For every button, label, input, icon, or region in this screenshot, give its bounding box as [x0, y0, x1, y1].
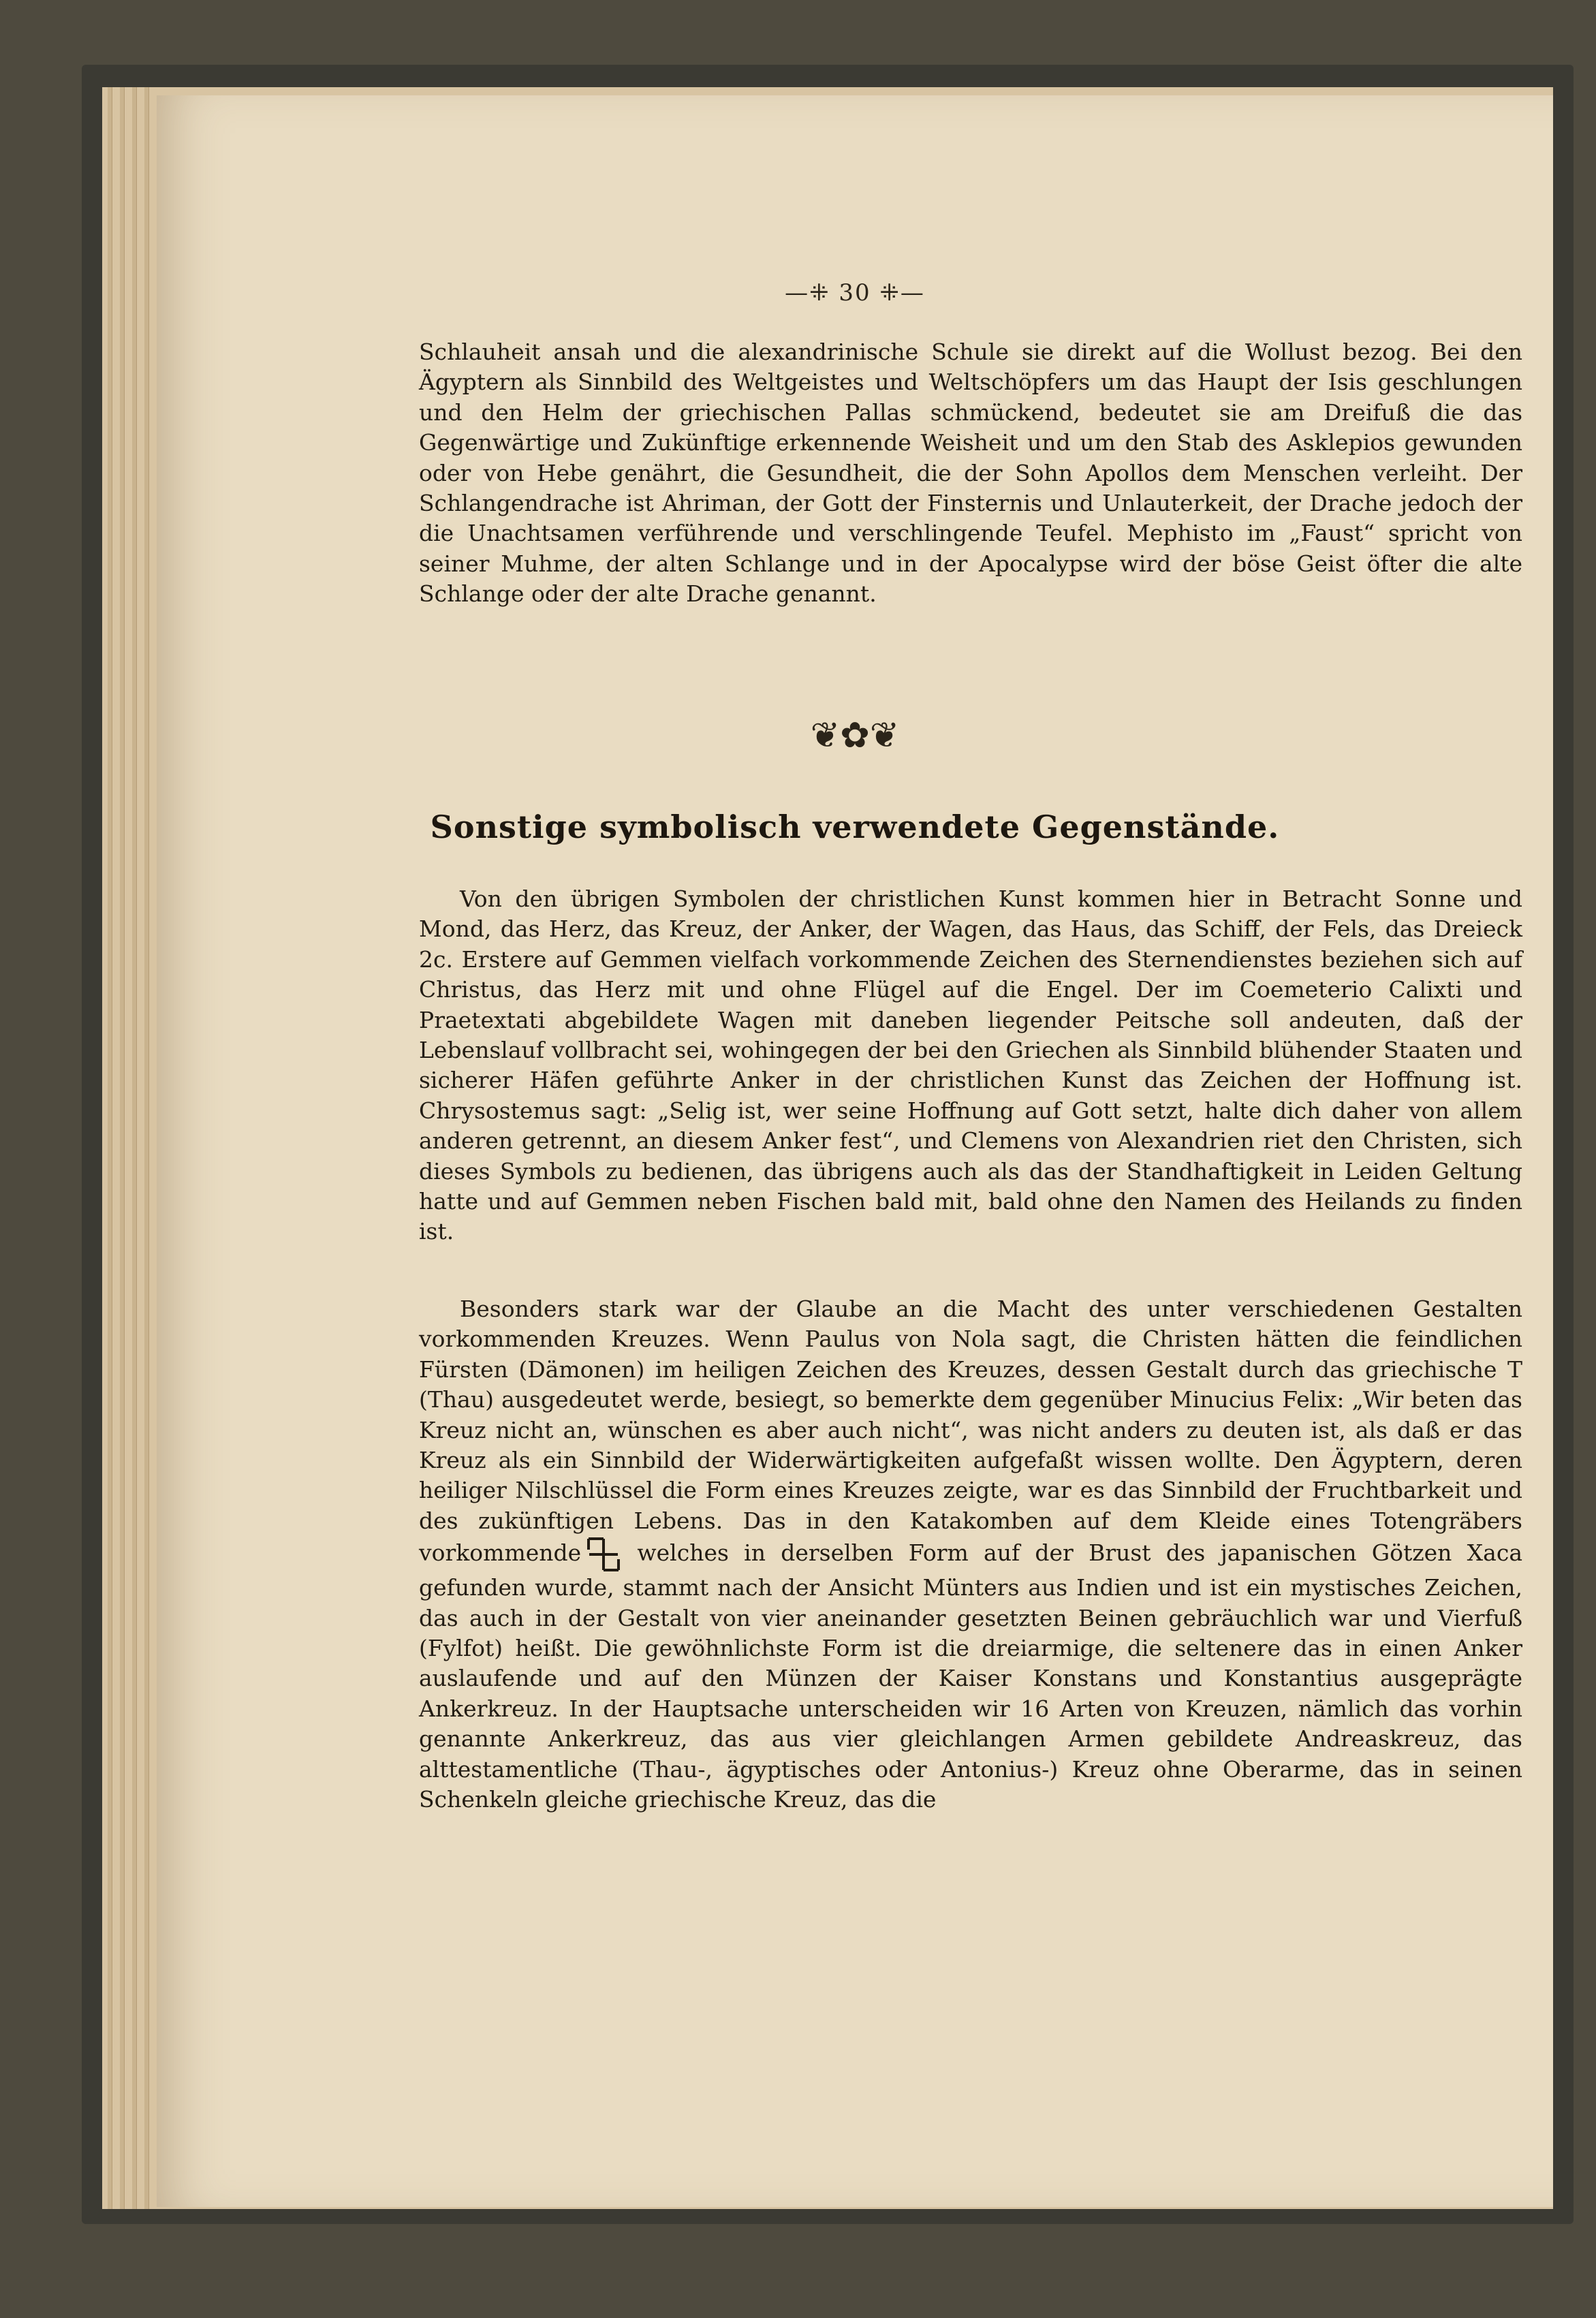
paragraph-3 [419, 1294, 1522, 1815]
paragraph-text: Schlauheit ansah und die alexandrinische Schule sie direkt auf die Wollust bezog. Bei den Ägyptern als Sinnbild des Weltgeistes und Weltschöpfers um das Haupt der Isis geschlungen und den Helm der griechischen Pallas schmückend, bedeutet sie am Dreifuß die das Gegenwärtige und Zukünftige erkennende Weisheit und um den Stab des Asklepios gewunden oder von Hebe genährt, die Gesundheit, die der Sohn Apollos dem Menschen verleiht. Der Schlangendrache ist Ahriman, der Gott der Finsternis und Unlauterkeit, der Drache jedoch der die Unachtsamen verführende und verschlingende Teufel. Mephisto im „Faust“ spricht von seiner Muhme, der alten Schlange und in der Apocalypse wird der böse Geist öfter die alte Schlange oder der alte Drache genannt. [419, 339, 1522, 608]
paragraph-2 [419, 884, 1522, 1247]
paragraph-text-part-a: Besonders stark war der Glaube an die Macht des unter verschiedenen Gestalten vorkommenden Kreuzes. Wenn Paulus von Nola sagt, die Christen hätten die feindlichen Fürsten (Dämonen) im heiligen Zeichen des Kreuzes, dessen Gestalt durch das griechische T (Thau) ausgedeutet werde, besiegt, so bemerkte dem gegenüber Minucius Felix: „Wir beten das Kreuz nicht an, wünschen es aber auch nicht“, was nicht anders zu deuten ist, als daß er das Kreuz als ein Sinnbild der Widerwärtigkeiten aufgefaßt wissen wollte. Den Ägyptern, deren heiliger Nilschlüssel die Form eines Kreuzes zeigte, war es das Sinnbild der Fruchtbarkeit und des zukünftigen Lebens. Das in den Katakomben auf dem Kleide eines Totengräbers vorkommende [419, 1296, 1522, 1567]
paragraph-1 [419, 337, 1522, 610]
page-number: —⁜ 30 ⁜— [785, 279, 925, 307]
paragraph-text [419, 1294, 1522, 1815]
swastika-symbol-icon [585, 1536, 622, 1573]
floral-ornament: ❦✿❦ [810, 715, 900, 756]
page-edge [144, 87, 149, 2209]
book-page [157, 95, 1553, 2207]
page-edge [132, 87, 137, 2209]
paragraph-text-part-b: welches in derselben Form auf der Brust des japanischen Götzen Xaca gefunden wurde, stammt nach der Ansicht Münters aus Indien und ist ein mystisches Zeichen, das auch in der Gestalt von vier aneinander gesetzten Beinen gebräuchlich war und Vierfuß (Fylfot) heißt. Die gewöhnlichste Form ist die dreiarmige, die seltenere das in einen Anker auslaufende und auf den Münzen der Kaiser Konstans und Konstantius ausgeprägte Ankerkreuz. In der Hauptsache unterscheiden wir 16 Arten von Kreuzen, nämlich das vorhin genannte Ankerkreuz, das aus vier gleichlangen Armen gebildete Andreaskreuz, das alttestamentliche (Thau-, ägyptisches oder Antonius-) Kreuz ohne Oberarme, das in seinen Schenkeln gleiche griechische Kreuz, das die [419, 1539, 1522, 1813]
page-edge [108, 87, 112, 2209]
section-heading: Sonstige symbolisch verwendete Gegenstände. [430, 809, 1280, 845]
paragraph-text: Von den übrigen Symbolen der christlichen Kunst kommen hier in Betracht Sonne und Mond, das Herz, das Kreuz, der Anker, der Wagen, das Haus, das Schiff, der Fels, das Dreieck 2c. Erstere auf Gemmen vielfach vorkommende Zeichen des Sternendienstes beziehen sich auf Christus, das Herz mit und ohne Flügel auf die Engel. Der im Coemeterio Calixti und Praetextati abgebildete Wagen mit daneben liegender Peitsche soll andeuten, daß der Lebenslauf vollbracht sei, wohingegen der bei den Griechen als Sinnbild blühender Staaten und sicherer Häfen geführte Anker in der christlichen Kunst das Zeichen der Hoffnung ist. Chrysostemus sagt: „Selig ist, wer seine Hoffnung auf Gott setzt, halte dich daher von allem anderen getrennt, an diesem Anker fest“, und Clemens von Alexandrien riet den Christen, sich dieses Symbols zu bedienen, das übrigens auch als das der Standhaftigkeit in Leiden Geltung hatte und auf Gemmen neben Fischen bald mit, bald ohne den Namen des Heilands zu finden ist. [419, 886, 1522, 1245]
page-edge [120, 87, 125, 2209]
